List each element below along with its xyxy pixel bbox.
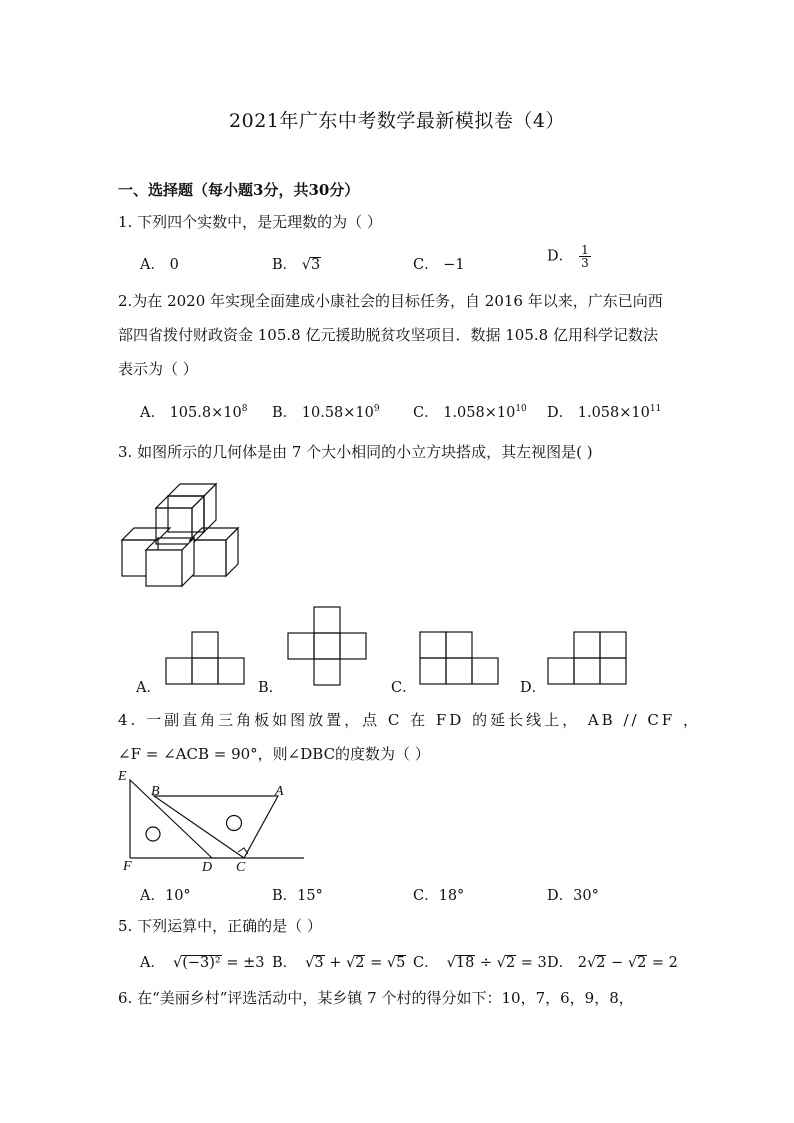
q3-option-b-figure (288, 606, 366, 686)
point-b-label: B (151, 784, 160, 799)
q3-option-d-label: D． (520, 680, 547, 696)
q1-option-a: A． 0 (140, 257, 179, 273)
q2-option-c: C． $1.058\times 10^{10}$ (413, 404, 527, 421)
q5-stem: 5. 下列运算中，正确的是（ ） (118, 917, 322, 935)
q2-line-2: 部四省拨付财政资金 105.8 亿元援助脱贫攻坚项目．数据 105.8 亿用科学记数法 (118, 326, 658, 344)
q2-line-3: 表示为（ ） (118, 360, 198, 378)
section-heading: 一、选择题（每小题3分，共30分） (118, 181, 360, 199)
q1-option-b: B． √3 (272, 257, 321, 273)
q1-option-c: C． −1 (413, 257, 465, 273)
q3-option-a-label: A． (136, 680, 161, 696)
point-f-label: F (123, 859, 132, 874)
q2-option-b: B． $10.58\times 10^9$ (272, 404, 380, 421)
q4-line-2: ∠F = ∠ACB = 90°，则∠DBC的度数为（ ） (118, 745, 430, 763)
q3-option-d-figure (548, 631, 626, 685)
q3-solid-figure (120, 480, 240, 585)
q3-stem: 3. 如图所示的几何体是由 7 个大小相同的小立方块搭成，其左视图是( ) (118, 443, 593, 461)
q3-option-a-figure (166, 631, 244, 685)
q1-stem: 1. 下列四个实数中，是无理数的为（ ） (118, 213, 382, 231)
q5-option-c: C． √18 ÷ √2 = 3 (413, 955, 547, 971)
q4-option-b: B．15° (272, 888, 323, 904)
q5-option-a: A． √(−3)² = ±3 (140, 955, 265, 971)
q3-option-c-label: C． (391, 680, 417, 696)
q5-option-b: B． √3 + √2 = √5 (272, 955, 406, 971)
q4-triangle-figure (116, 768, 316, 876)
q4-option-d: D．30° (547, 888, 599, 904)
point-c-label: C (236, 860, 246, 875)
q6-line-1: 6. 在“美丽乡村”评选活动中，某乡镇 7 个村的得分如下：10，7，6，9，8， (118, 989, 634, 1007)
q4-line-1: 4. 一副直角三角板如图放置，点 C 在 FD 的延长线上， AB // CF ， (118, 711, 701, 729)
page-title: 2021年广东中考数学最新模拟卷（4） (229, 110, 565, 132)
q1-option-d: D． $\frac{1}{3}$ (547, 243, 589, 270)
q2-option-a: A． $105.8\times 10^8$ (140, 404, 248, 421)
point-e-label: E (118, 769, 127, 784)
q5-option-d: D． 2√2 − √2 = 2 (547, 955, 678, 971)
point-d-label: D (202, 860, 213, 875)
q4-option-c: C．18° (413, 888, 465, 904)
q2-line-1: 2.为在 2020 年实现全面建成小康社会的目标任务，自 2016 年以来，广东已向西 (118, 292, 663, 310)
q3-option-b-label: B． (258, 680, 284, 696)
q3-option-c-figure (420, 631, 498, 685)
point-a-label: A (275, 784, 284, 799)
q2-option-d: D． $1.058\times 10^{11}$ (547, 404, 662, 421)
q4-option-a: A．10° (140, 888, 191, 904)
